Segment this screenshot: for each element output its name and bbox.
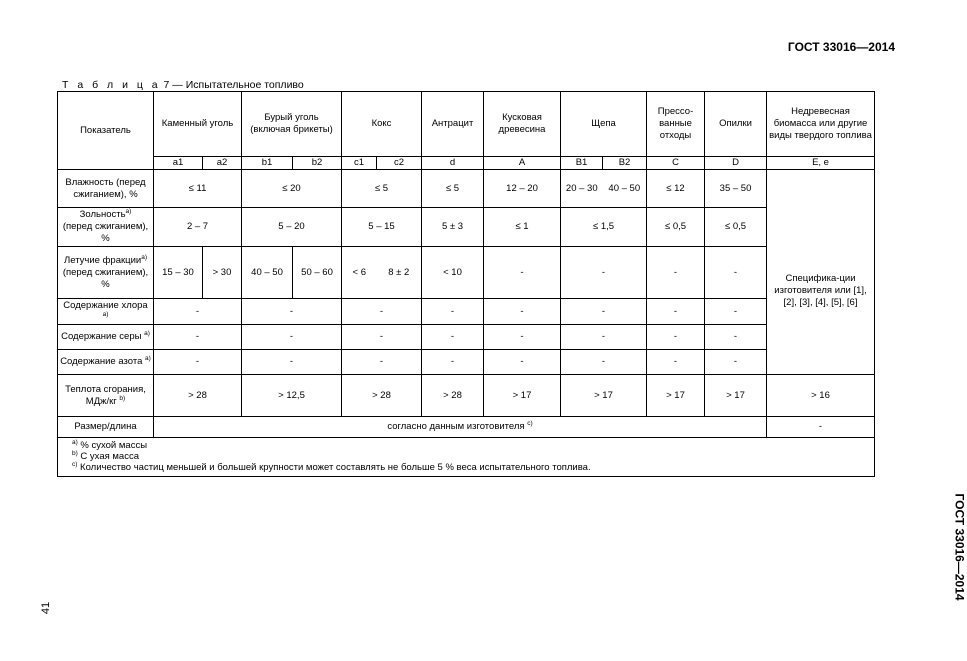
cell-value: - xyxy=(561,350,647,375)
cell-value: > 17 xyxy=(705,375,767,417)
test-fuel-table xyxy=(57,91,875,477)
cell-merged-value xyxy=(154,417,767,438)
footnote xyxy=(72,440,874,451)
footnote-mark: а) xyxy=(72,438,78,446)
header-indicator: Показатель xyxy=(58,92,154,170)
header-brown-coal: Бурый уголь (включая брикеты) xyxy=(242,92,342,157)
cell-value: - xyxy=(484,247,561,299)
header-pressed-waste: Прессо-ванные отходы xyxy=(647,92,705,157)
cell-value: - xyxy=(154,325,242,350)
cell-value: ≤ 20 xyxy=(242,170,342,208)
footnote-ref: а) xyxy=(102,310,109,318)
cell-value: - xyxy=(242,299,342,325)
footnote-mark: c) xyxy=(72,460,78,468)
footnote-ref: а) xyxy=(141,253,147,261)
cell-value: 8 ± 2 xyxy=(377,247,422,299)
code-cell: c1 xyxy=(342,157,377,170)
footnote-ref: c) xyxy=(527,419,533,427)
cell-value: - xyxy=(647,299,705,325)
label-text: Содержание серы xyxy=(61,331,142,342)
nonwood-spec-cell: Специфика-ции изготовителя или [1], [2], [3], [4], [5], [6] xyxy=(767,208,875,375)
cell-value: - xyxy=(647,247,705,299)
header-anthracite: Антрацит xyxy=(422,92,484,157)
cell-value: 2 – 7 xyxy=(154,208,242,247)
cell-value: - xyxy=(242,350,342,375)
label-text: (перед сжиганием), % xyxy=(62,266,149,290)
cell-value: > 17 xyxy=(561,375,647,417)
cell-empty xyxy=(767,170,875,208)
header-chips: Щепа xyxy=(561,92,647,157)
header-row xyxy=(58,92,875,157)
code-cell: b1 xyxy=(242,157,293,170)
cell-value: ≤ 11 xyxy=(154,170,242,208)
cell-value: 5 – 15 xyxy=(342,208,422,247)
cell-value: - xyxy=(422,350,484,375)
cell-value: - xyxy=(705,350,767,375)
cell-value: ≤ 0,5 xyxy=(647,208,705,247)
cell-value: 12 – 20 xyxy=(484,170,561,208)
footnote-ref: а) xyxy=(144,329,150,337)
cell-value: > 30 xyxy=(203,247,242,299)
label-volatile xyxy=(58,247,154,299)
code-cell: B1 xyxy=(561,157,603,170)
table-caption xyxy=(62,79,304,91)
code-cell: b2 xyxy=(293,157,342,170)
cell-value: 40 – 50 xyxy=(603,170,647,208)
cell-value: > 12,5 xyxy=(242,375,342,417)
label-size: Размер/длина xyxy=(58,417,154,438)
code-cell: E, e xyxy=(767,157,875,170)
merged-text: согласно данным изготовителя xyxy=(387,421,525,432)
label-chlorine xyxy=(58,299,154,325)
cell-value: 15 – 30 xyxy=(154,247,203,299)
code-row xyxy=(58,157,875,170)
cell-value: > 17 xyxy=(484,375,561,417)
footnote-text: Количество частиц меньшей и большей крупности может составлять не больше 5 % веса испытательного топлива. xyxy=(77,462,591,473)
footnotes-cell xyxy=(58,438,875,477)
cell-value: - xyxy=(154,299,242,325)
label-text: Летучие фракции xyxy=(64,254,142,266)
row-chlorine xyxy=(58,299,875,325)
header-sawdust: Опилки xyxy=(705,92,767,157)
cell-value: > 28 xyxy=(422,375,484,417)
cell-value: > 28 xyxy=(154,375,242,417)
cell-value: - xyxy=(767,417,875,438)
code-cell: c2 xyxy=(377,157,422,170)
cell-value: - xyxy=(342,299,422,325)
footnote-mark: b) xyxy=(72,449,78,457)
label-text: Содержание хлора xyxy=(63,299,148,311)
cell-value: ≤ 5 xyxy=(342,170,422,208)
label-heat xyxy=(58,375,154,417)
cell-value: 35 – 50 xyxy=(705,170,767,208)
standard-side-header: ГОСТ 33016—2014 xyxy=(952,493,967,601)
footnotes-row xyxy=(58,438,875,477)
cell-value: - xyxy=(705,325,767,350)
cell-value: ≤ 12 xyxy=(647,170,705,208)
cell-value: - xyxy=(561,299,647,325)
row-ash xyxy=(58,208,875,247)
cell-value: ≤ 1 xyxy=(484,208,561,247)
row-nitrogen xyxy=(58,350,875,375)
label-nitrogen xyxy=(58,350,154,375)
cell-value: 5 ± 3 xyxy=(422,208,484,247)
code-cell: a2 xyxy=(203,157,242,170)
row-sulfur xyxy=(58,325,875,350)
cell-value: - xyxy=(561,247,647,299)
footnote xyxy=(72,462,874,473)
cell-value: - xyxy=(422,325,484,350)
cell-value: < 6 xyxy=(342,247,377,299)
code-cell: A xyxy=(484,157,561,170)
footnote-ref: b) xyxy=(119,394,126,402)
label-text: Содержание азота xyxy=(60,356,143,367)
header-nonwood-biomass: Недревесная биомасса или другие виды твердого топлива xyxy=(767,92,875,157)
caption-title: 7 — Испытательное топливо xyxy=(160,79,304,91)
footnote-text: С ухая масса xyxy=(77,451,139,462)
label-text: Зольность xyxy=(79,209,126,220)
cell-value: - xyxy=(154,350,242,375)
cell-value: - xyxy=(342,350,422,375)
header-hard-coal: Каменный уголь xyxy=(154,92,242,157)
cell-value: - xyxy=(342,325,422,350)
footnote xyxy=(72,451,874,462)
label-ash xyxy=(58,208,154,247)
code-cell: d xyxy=(422,157,484,170)
code-cell: a1 xyxy=(154,157,203,170)
code-cell: B2 xyxy=(603,157,647,170)
cell-value: ≤ 0,5 xyxy=(705,208,767,247)
cell-value: - xyxy=(705,247,767,299)
row-heat xyxy=(58,375,875,417)
caption-label: Т а б л и ц а xyxy=(62,79,161,91)
cell-value: - xyxy=(484,325,561,350)
cell-value: - xyxy=(484,299,561,325)
label-sulfur xyxy=(58,325,154,350)
code-cell: D xyxy=(705,157,767,170)
cell-value: - xyxy=(422,299,484,325)
code-cell: C xyxy=(647,157,705,170)
footnote-ref: а) xyxy=(145,354,151,362)
cell-value: ≤ 1,5 xyxy=(561,208,647,247)
cell-value: 5 – 20 xyxy=(242,208,342,247)
cell-value: 40 – 50 xyxy=(242,247,293,299)
header-lump-wood: Кусковая древесина xyxy=(484,92,561,157)
cell-value: 50 – 60 xyxy=(293,247,342,299)
page-number: 41 xyxy=(40,601,53,615)
cell-value: - xyxy=(705,299,767,325)
row-size xyxy=(58,417,875,438)
label-text: (перед сжиганием), % xyxy=(62,221,149,244)
row-moisture xyxy=(58,170,875,208)
cell-value: - xyxy=(242,325,342,350)
cell-value: - xyxy=(647,350,705,375)
header-coke: Кокс xyxy=(342,92,422,157)
cell-value: > 28 xyxy=(342,375,422,417)
label-moisture: Влажность (перед сжиганием), % xyxy=(58,170,154,208)
footnote-text: % сухой массы xyxy=(77,440,148,451)
row-volatile xyxy=(58,247,875,299)
cell-value: - xyxy=(647,325,705,350)
label-text: Теплота сгорания, МДж/кг xyxy=(65,383,146,407)
cell-value: > 16 xyxy=(767,375,875,417)
cell-value: < 10 xyxy=(422,247,484,299)
standard-header: ГОСТ 33016—2014 xyxy=(787,40,895,54)
cell-value: 20 – 30 xyxy=(561,170,603,208)
cell-value: ≤ 5 xyxy=(422,170,484,208)
cell-value: - xyxy=(561,325,647,350)
footnote-ref: а) xyxy=(125,207,132,215)
cell-value: > 17 xyxy=(647,375,705,417)
cell-value: - xyxy=(484,350,561,375)
